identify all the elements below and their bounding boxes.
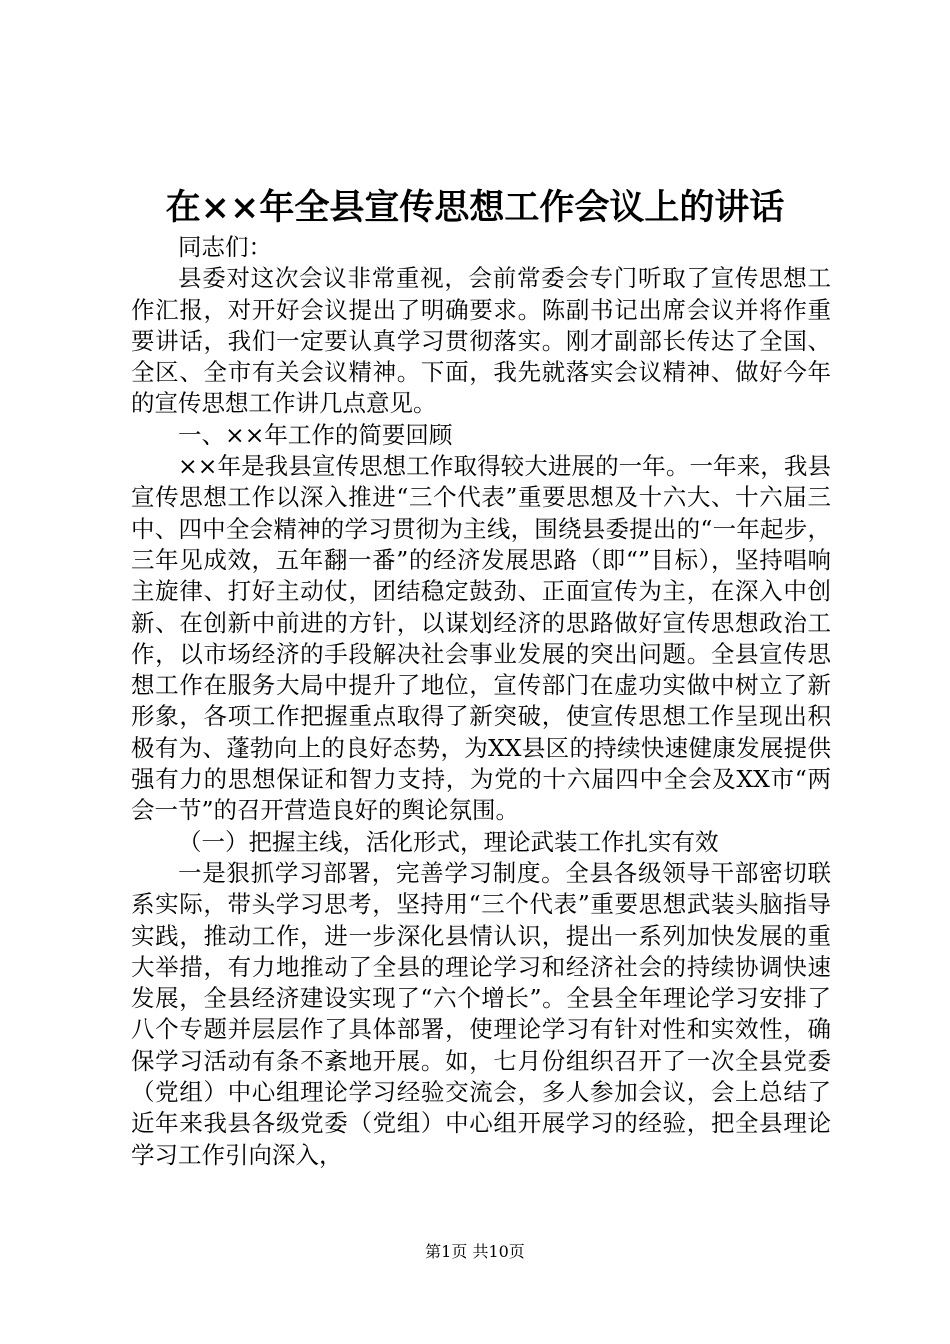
intro-paragraph: 县委对这次会议非常重视，会前常委会专门听取了宣传思想工作汇报，对开好会议提出了明确要求。陈副书记出席会议并将作重要讲话，我们一定要认真学习贯彻落实。刚才副部长传达了全国、全区、全市有关会议精神。下面，我先就落实会议精神、做好今年的宣传思想工作讲几点意见。: [131, 264, 831, 418]
page-number-footer: 第1页 共10页: [425, 1242, 525, 1261]
subsection-heading: （一）把握主线，活化形式，理论武装工作扎实有效: [178, 827, 719, 856]
section-heading: 一、××年工作的简要回顾: [178, 420, 453, 449]
study-paragraph: 一是狠抓学习部署，完善学习制度。全县各级领导干部密切联系实际，带头学习思考，坚持用“三个代表”重要思想武装头脑指导实践，推动工作，进一步深化县情认识，提出一系列加快发展的重大举措，有力地推动了全县的理论学习和经济社会的持续协调快速发展，全县经济建设实现了“六个增长”。全县全年理论学习安排了八个专题并层层作了具体部署，使理论学习有针对性和实效性，确保学习活动有条不紊地开展。如，七月份组织召开了一次全县党委（党组）中心组理论学习经验交流会，多人参加会议，会上总结了近年来我县各级党委（党组）中心组开展学习的经验，把全县理论学习工作引向深入，: [131, 858, 831, 1169]
document-body: [131, 232, 831, 1171]
review-paragraph: ××年是我县宣传思想工作取得较大进展的一年。一年来，我县宣传思想工作以深入推进“三个代表”重要思想及十六大、十六届三中、四中全会精神的学习贯彻为主线，围绕县委提出的“一年起步，三年见成效，五年翻一番”的经济发展思路（即“”目标），坚持唱响主旋律、打好主动仗，团结稳定鼓劲、正面宣传为主，在深入中创新、在创新中前进的方针，以谋划经济的思路做好宣传思想政治工作，以市场经济的手段解决社会事业发展的突出问题。全县宣传思想工作在服务大局中提升了地位，宣传部门在虚功实做中树立了新形象，各项工作把握重点取得了新突破，使宣传思想工作呈现出积极有为、蓬勃向上的良好态势，为XX县区的持续快速健康发展提供强有力的思想保证和智力支持，为党的十六届四中全会及XX市“两会一节”的召开营造良好的舆论氛围。: [131, 452, 831, 825]
salutation-paragraph: 同志们：: [178, 233, 272, 261]
document-title: 在××年全县宣传思想工作会议上的讲话: [165, 187, 785, 228]
